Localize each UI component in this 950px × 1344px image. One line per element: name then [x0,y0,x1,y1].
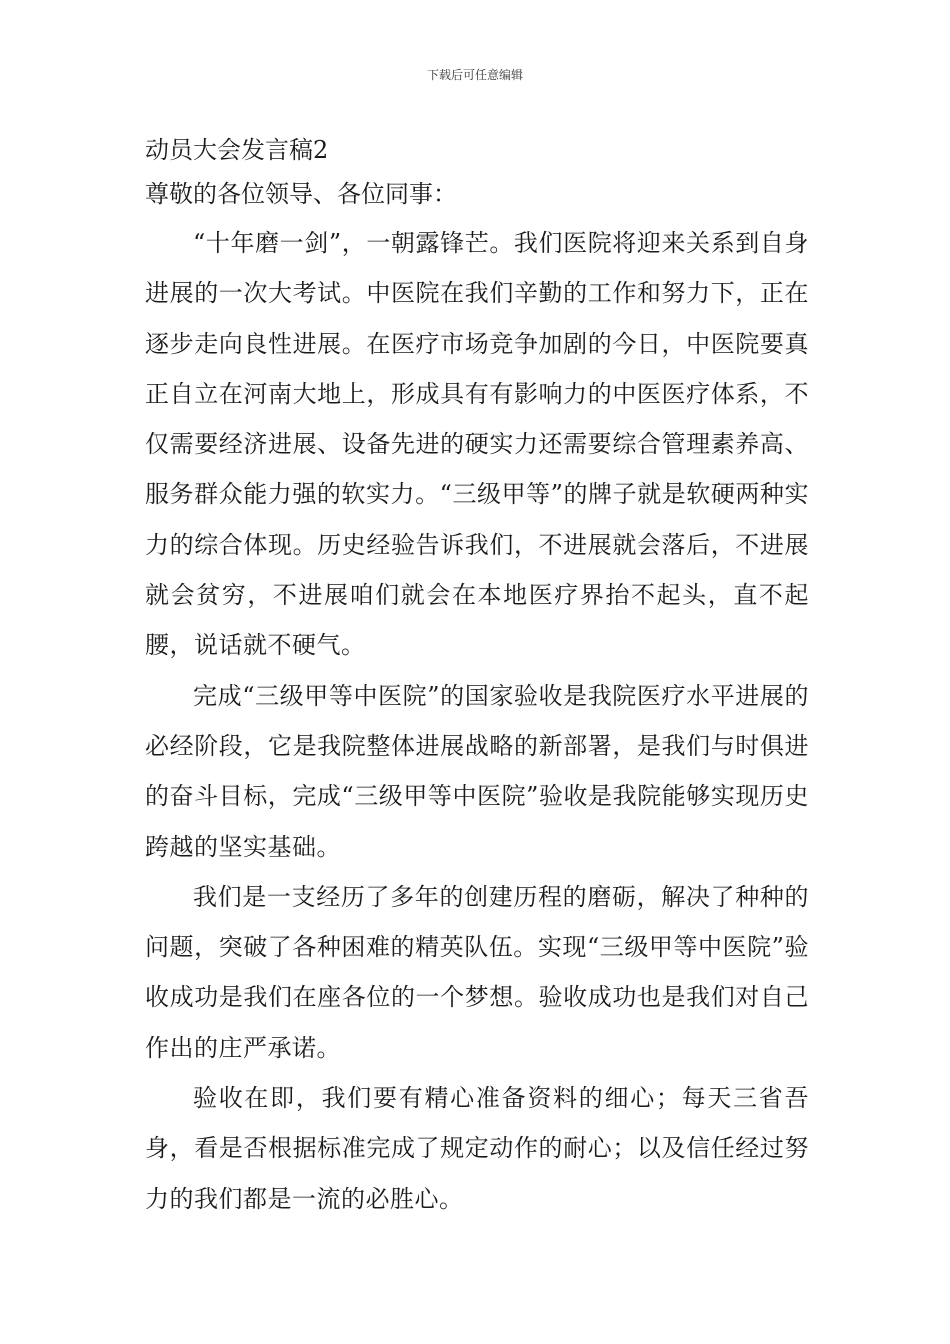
paragraph-1: “十年磨一剑”，一朝露锋芒。我们医院将迎来关系到自身进展的一次大考试。中医院在我们辛勤的工作和努力下，正在逐步走向良性进展。在医疗市场竞争加剧的今日，中医院要真正自立在河南大地上，形成具有有影响力的中医医疗体系，不仅需要经济进展、设备先进的硬实力还需要综合管理素养高、服务群众能力强的软实力。“三级甲等”的牌子就是软硬两种实力的综合体现。历史经验告诉我们，不进展就会落后，不进展就会贫穷，不进展咱们就会在本地医疗界抬不起头，直不起腰，说话就不硬气。 [145,229,809,660]
paragraph-3: 我们是一支经历了多年的创建历程的磨砺，解决了种种的问题，突破了各种困难的精英队伍。实现“三级甲等中医院”验收成功是我们在座各位的一个梦想。验收成功也是我们对自己作出的庄严承诺。 [145,882,809,1062]
salutation: 尊敬的各位领导、各位同事： [145,180,457,208]
document-title: 动员大会发言稿2 [145,136,329,164]
paragraph-2: 完成“三级甲等中医院”的国家验收是我院医疗水平进展的必经阶段，它是我院整体进展战略的新部署，是我们与时俱进的奋斗目标，完成“三级甲等中医院”验收是我院能够实现历史跨越的坚实基础。 [145,681,809,861]
paragraph-4: 验收在即，我们要有精心准备资料的细心；每天三省吾身，看是否根据标准完成了规定动作的耐心；以及信任经过努力的我们都是一流的必胜心。 [145,1084,809,1213]
page-header-note: 下载后可任意编辑 [426,68,523,82]
document-body [145,130,809,1224]
